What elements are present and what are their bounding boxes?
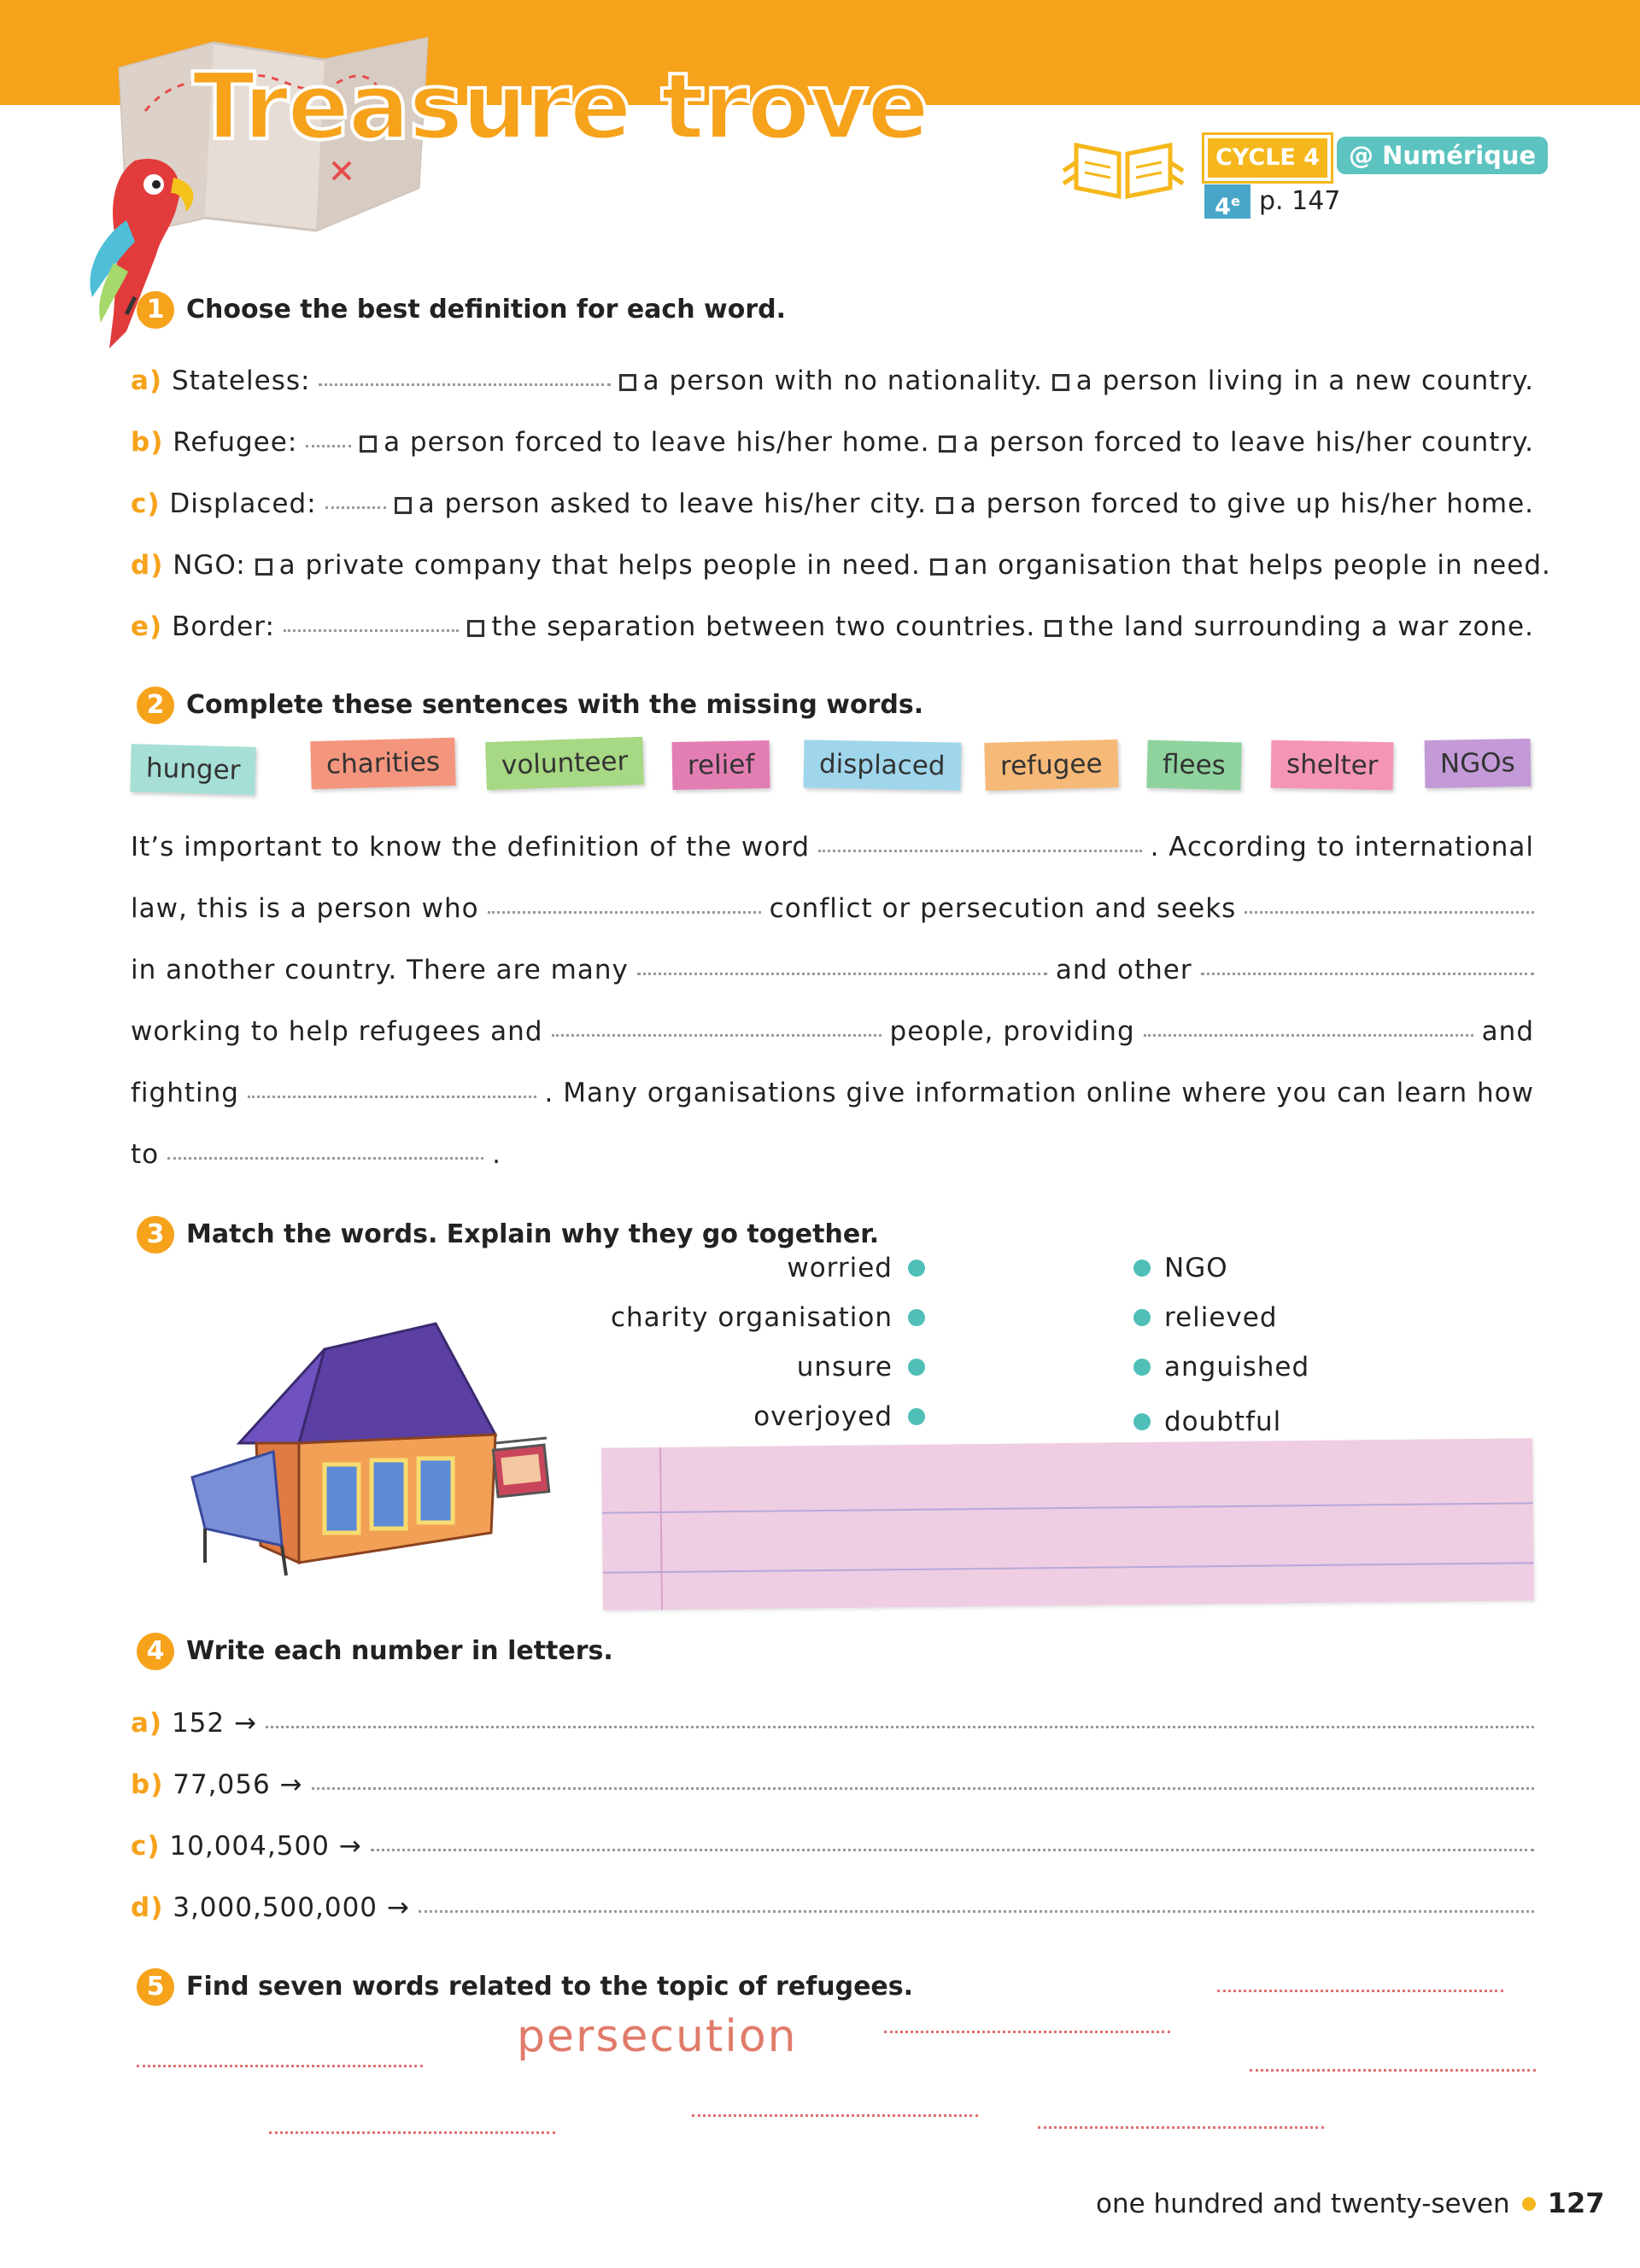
ex1-item-c xyxy=(131,485,1534,523)
blank-line[interactable] xyxy=(552,1034,882,1037)
exercise-3-number: 3 xyxy=(137,1216,174,1254)
item-label: d) xyxy=(131,1892,164,1923)
number-value: 3,000,500,000 → xyxy=(173,1892,410,1923)
item-word: Displaced: xyxy=(169,488,317,519)
ex4-item-a xyxy=(131,1704,1534,1742)
item-label: d) xyxy=(131,550,164,581)
word-answer-line[interactable] xyxy=(692,2114,978,2117)
item-word: Stateless: xyxy=(171,365,311,396)
blank-line[interactable] xyxy=(248,1096,536,1098)
checkbox[interactable] xyxy=(395,497,412,514)
word-answer-line[interactable] xyxy=(1217,1990,1503,1992)
word-answer-line[interactable] xyxy=(884,2031,1170,2033)
ex1-item-d xyxy=(131,547,1551,584)
level-badge xyxy=(1204,184,1250,219)
word-tag-volunteer[interactable]: volunteer xyxy=(485,737,644,790)
blank-line[interactable] xyxy=(1245,911,1534,914)
blank-line[interactable] xyxy=(167,1157,483,1160)
word-answer-line[interactable] xyxy=(1250,2069,1536,2072)
level-sup: e xyxy=(1230,193,1240,209)
exercise-1-instruction: Choose the best definition for each word. xyxy=(186,295,786,324)
checkbox[interactable] xyxy=(360,435,377,453)
ex4-item-c xyxy=(131,1827,1534,1865)
word-answer-line[interactable] xyxy=(1038,2126,1324,2129)
page-reference: p. 147 xyxy=(1259,186,1341,216)
exercise-2-number: 2 xyxy=(137,687,174,724)
word-tag-relief[interactable]: relief xyxy=(672,740,770,790)
match-dot-left[interactable] xyxy=(908,1359,925,1376)
note-margin-line xyxy=(659,1447,663,1610)
match-dot-right[interactable] xyxy=(1133,1260,1151,1277)
match-dot-right[interactable] xyxy=(1133,1359,1151,1376)
item-word: Border: xyxy=(172,611,275,642)
answer-line[interactable] xyxy=(319,383,610,386)
option-1: a private company that helps people in need. xyxy=(278,550,921,581)
word-tag-hunger[interactable]: hunger xyxy=(130,744,256,795)
word-tag-shelter[interactable]: shelter xyxy=(1271,740,1394,790)
match-right-relieved: relieved xyxy=(1164,1302,1278,1333)
footer-dot xyxy=(1522,2197,1536,2211)
ex1-item-a xyxy=(131,362,1534,400)
text-segment: conflict or persecution and seeks xyxy=(769,893,1237,924)
text-segment: in another country. There are many xyxy=(131,955,629,985)
word-tag-ngos[interactable]: NGOs xyxy=(1425,739,1532,788)
number-value: 77,056 → xyxy=(173,1769,303,1800)
answer-line[interactable] xyxy=(284,629,460,632)
checkbox[interactable] xyxy=(939,435,956,453)
option-1: the separation between two countries. xyxy=(491,611,1036,642)
blank-line[interactable] xyxy=(1201,973,1534,975)
exercise-4-instruction: Write each number in letters. xyxy=(186,1636,613,1666)
item-word: NGO: xyxy=(173,550,246,581)
checkbox[interactable] xyxy=(1052,374,1069,391)
item-label: a) xyxy=(131,365,163,396)
match-dot-left[interactable] xyxy=(908,1408,925,1425)
blank-line[interactable] xyxy=(637,973,1047,975)
number-value: 10,004,500 → xyxy=(169,1831,362,1862)
exercise-5-number: 5 xyxy=(137,1968,174,2006)
option-2: an organisation that helps people in need. xyxy=(953,550,1551,581)
option-2: a person forced to give up his/her home. xyxy=(959,488,1534,519)
exercise-4-number: 4 xyxy=(137,1633,174,1670)
answer-line[interactable] xyxy=(306,445,351,447)
blank-line[interactable] xyxy=(1144,1034,1473,1037)
match-left-overjoyed: overjoyed xyxy=(753,1401,893,1432)
ex2-line-3 xyxy=(131,951,1534,989)
exercise-5-instruction: Find seven words related to the topic of refugees. xyxy=(186,1972,914,2002)
option-1: a person forced to leave his/her home. xyxy=(384,427,930,458)
word-tag-refugee[interactable]: refugee xyxy=(984,739,1118,791)
page-title: Treasure trove xyxy=(192,54,928,161)
item-label: b) xyxy=(131,427,164,458)
match-dot-right[interactable] xyxy=(1133,1413,1151,1430)
word-tag-displaced[interactable]: displaced xyxy=(804,739,961,790)
option-2: a person living in a new country. xyxy=(1075,365,1534,396)
ex1-item-e xyxy=(131,608,1534,646)
word-tag-flees[interactable]: flees xyxy=(1146,740,1241,791)
match-dot-left[interactable] xyxy=(908,1260,925,1277)
item-label: e) xyxy=(131,611,163,642)
ex4-item-d xyxy=(131,1889,1534,1926)
option-1: a person asked to leave his/her city. xyxy=(418,488,927,519)
exercise-2-instruction: Complete these sentences with the missing words. xyxy=(186,690,924,720)
option-2: a person forced to leave his/her country. xyxy=(963,427,1534,458)
answer-note-paper[interactable] xyxy=(601,1438,1534,1610)
footer-text: one hundred and twenty-seven xyxy=(1096,2189,1510,2219)
text-segment: and other xyxy=(1055,955,1192,985)
option-1: a person with no nationality. xyxy=(642,365,1043,396)
text-segment: and xyxy=(1481,1016,1534,1047)
checkbox[interactable] xyxy=(1045,620,1062,637)
item-label: a) xyxy=(131,1708,163,1739)
cycle-badge: CYCLE 4 xyxy=(1204,135,1331,181)
answer-line[interactable] xyxy=(312,1787,1534,1790)
match-dot-right[interactable] xyxy=(1133,1309,1151,1326)
word-answer-line[interactable] xyxy=(269,2131,555,2134)
numerique-badge[interactable]: @ Numérique xyxy=(1337,137,1548,174)
page-number: 127 xyxy=(1547,2187,1605,2219)
ex2-line-2 xyxy=(131,890,1534,927)
checkbox[interactable] xyxy=(467,620,484,637)
item-label: c) xyxy=(131,488,161,519)
ex2-line-4 xyxy=(131,1013,1534,1050)
ex4-item-b xyxy=(131,1766,1534,1803)
exercise-1-number: 1 xyxy=(137,291,174,329)
text-segment: . Many organisations give information online where you can learn how xyxy=(544,1078,1534,1108)
text-segment: people, providing xyxy=(889,1016,1135,1047)
match-left-charity-organisation: charity organisation xyxy=(610,1302,893,1333)
item-label: c) xyxy=(131,1831,161,1862)
checkbox[interactable] xyxy=(936,497,953,514)
checkbox[interactable] xyxy=(930,558,947,576)
ex2-line-5 xyxy=(131,1074,1534,1112)
match-right-doubtful: doubtful xyxy=(1164,1406,1282,1437)
answer-line[interactable] xyxy=(419,1910,1534,1913)
match-right-ngo: NGO xyxy=(1164,1253,1228,1283)
match-dot-left[interactable] xyxy=(908,1309,925,1326)
text-segment: . According to international xyxy=(1150,832,1534,862)
match-left-worried: worried xyxy=(787,1253,893,1283)
text-segment: to xyxy=(131,1139,160,1170)
ex2-line-6 xyxy=(131,1136,1534,1173)
note-rule-line xyxy=(602,1502,1533,1513)
checkbox[interactable] xyxy=(255,558,272,576)
page-footer xyxy=(1096,2184,1604,2223)
text-segment: It’s important to know the definition of the word xyxy=(131,832,811,862)
text-segment: fighting xyxy=(131,1078,239,1108)
book-reading-icon xyxy=(1059,137,1187,205)
checkbox[interactable] xyxy=(619,374,636,391)
answer-line[interactable] xyxy=(266,1726,1534,1728)
ex1-item-b xyxy=(131,424,1534,461)
word-answer-line[interactable] xyxy=(137,2065,423,2067)
exercise-3-instruction: Match the words. Explain why they go together. xyxy=(186,1219,880,1249)
option-2: the land surrounding a war zone. xyxy=(1069,611,1534,642)
match-right-anguished: anguished xyxy=(1164,1352,1310,1382)
item-label: b) xyxy=(131,1769,164,1800)
answer-line[interactable] xyxy=(325,506,386,509)
match-left-unsure: unsure xyxy=(796,1352,893,1382)
text-segment: . xyxy=(492,1139,501,1170)
blank-line[interactable] xyxy=(818,850,1142,852)
example-word: persecution xyxy=(517,2011,798,2062)
shop-house-illustration xyxy=(188,1315,564,1580)
blank-line[interactable] xyxy=(488,911,761,914)
word-tag-charities[interactable]: charities xyxy=(310,738,455,789)
number-value: 152 → xyxy=(171,1708,257,1739)
level-number: 4 xyxy=(1215,194,1231,220)
answer-line[interactable] xyxy=(371,1849,1534,1851)
text-segment: working to help refugees and xyxy=(131,1016,543,1047)
note-rule-line xyxy=(603,1562,1534,1573)
ex2-line-1 xyxy=(131,828,1534,866)
item-word: Refugee: xyxy=(173,427,298,458)
text-segment: law, this is a person who xyxy=(131,893,479,924)
